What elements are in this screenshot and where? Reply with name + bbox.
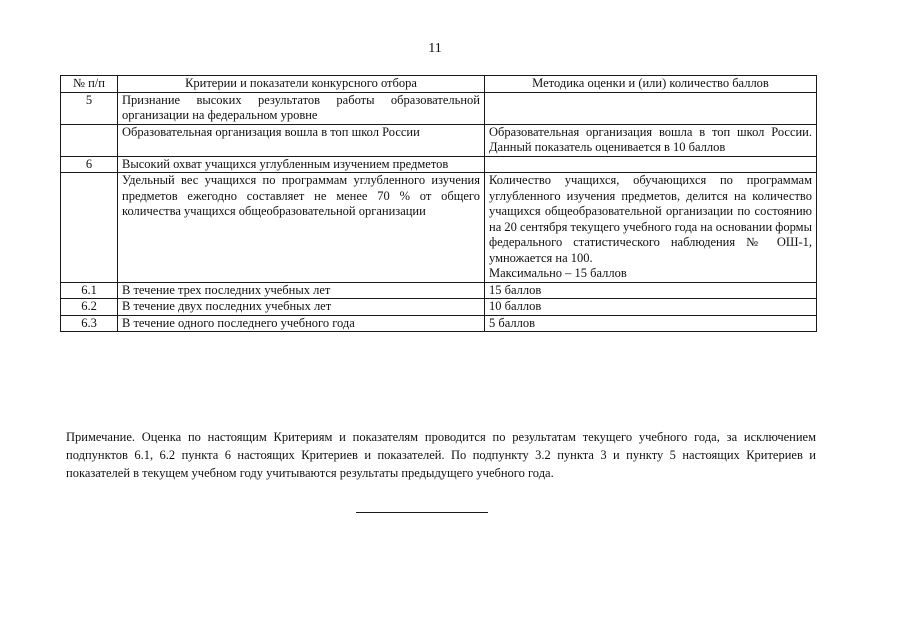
row-method-text: Количество учащихся, обучающихся по программам углубленного изучения предметов, делится на количество учащихся общеобразовательной организации по состоянию на 20 сентября текущего учебного года на основании формы федерального статистического наблюдения № ОШ-1, умножается на 100. xyxy=(489,173,812,265)
row-method: 10 баллов xyxy=(485,299,817,316)
row-num: 6.3 xyxy=(61,315,118,332)
row-num: 6 xyxy=(61,156,118,173)
page-number: 11 xyxy=(428,41,442,56)
row-criteria: В течение одного последнего учебного года xyxy=(118,315,485,332)
header-criteria: Критерии и показатели конкурсного отбора xyxy=(118,76,485,93)
row-criteria: В течение двух последних учебных лет xyxy=(118,299,485,316)
row-criteria: В течение трех последних учебных лет xyxy=(118,282,485,299)
row-criteria: Признание высоких результатов работы образовательной организации на федеральном уровне xyxy=(118,92,485,124)
row-method xyxy=(485,156,817,173)
row-num xyxy=(61,124,118,156)
row-method xyxy=(485,173,817,283)
table-row xyxy=(61,156,817,173)
row-criteria: Удельный вес учащихся по программам углубленного изучения предметов ежегодно составляет не менее 70 % от общего количества учащихся общеобразовательной организации xyxy=(118,173,485,283)
row-method: Образовательная организация вошла в топ школ России. Данный показатель оценивается в 10 баллов xyxy=(485,124,817,156)
table-row xyxy=(61,315,817,332)
table-row xyxy=(61,173,817,283)
table-header-row xyxy=(61,76,817,93)
row-method-max: Максимально – 15 баллов xyxy=(489,266,627,280)
row-num: 6.2 xyxy=(61,299,118,316)
row-method: 15 баллов xyxy=(485,282,817,299)
header-num: № п/п xyxy=(61,76,118,93)
table-row xyxy=(61,92,817,124)
row-method xyxy=(485,92,817,124)
header-method: Методика оценки и (или) количество баллов xyxy=(485,76,817,93)
footnote-note: Примечание. Оценка по настоящим Критериям и показателям проводится по результатам текущего учебного года, за исключением подпунктов 6.1, 6.2 пункта 6 настоящих Критериев и показателей. По подпункту 3.2 пункта 3 и пункту 5 настоящих Критериев и показателей в текущем учебном году учитываются результаты предыдущего учебного года. xyxy=(66,430,816,480)
row-method: 5 баллов xyxy=(485,315,817,332)
table-row xyxy=(61,282,817,299)
row-criteria: Образовательная организация вошла в топ школ России xyxy=(118,124,485,156)
table-row xyxy=(61,299,817,316)
row-num: 5 xyxy=(61,92,118,124)
row-num xyxy=(61,173,118,283)
row-num: 6.1 xyxy=(61,282,118,299)
table-row xyxy=(61,124,817,156)
criteria-table xyxy=(60,75,817,332)
end-divider-line xyxy=(356,512,488,513)
row-criteria: Высокий охват учащихся углубленным изучением предметов xyxy=(118,156,485,173)
